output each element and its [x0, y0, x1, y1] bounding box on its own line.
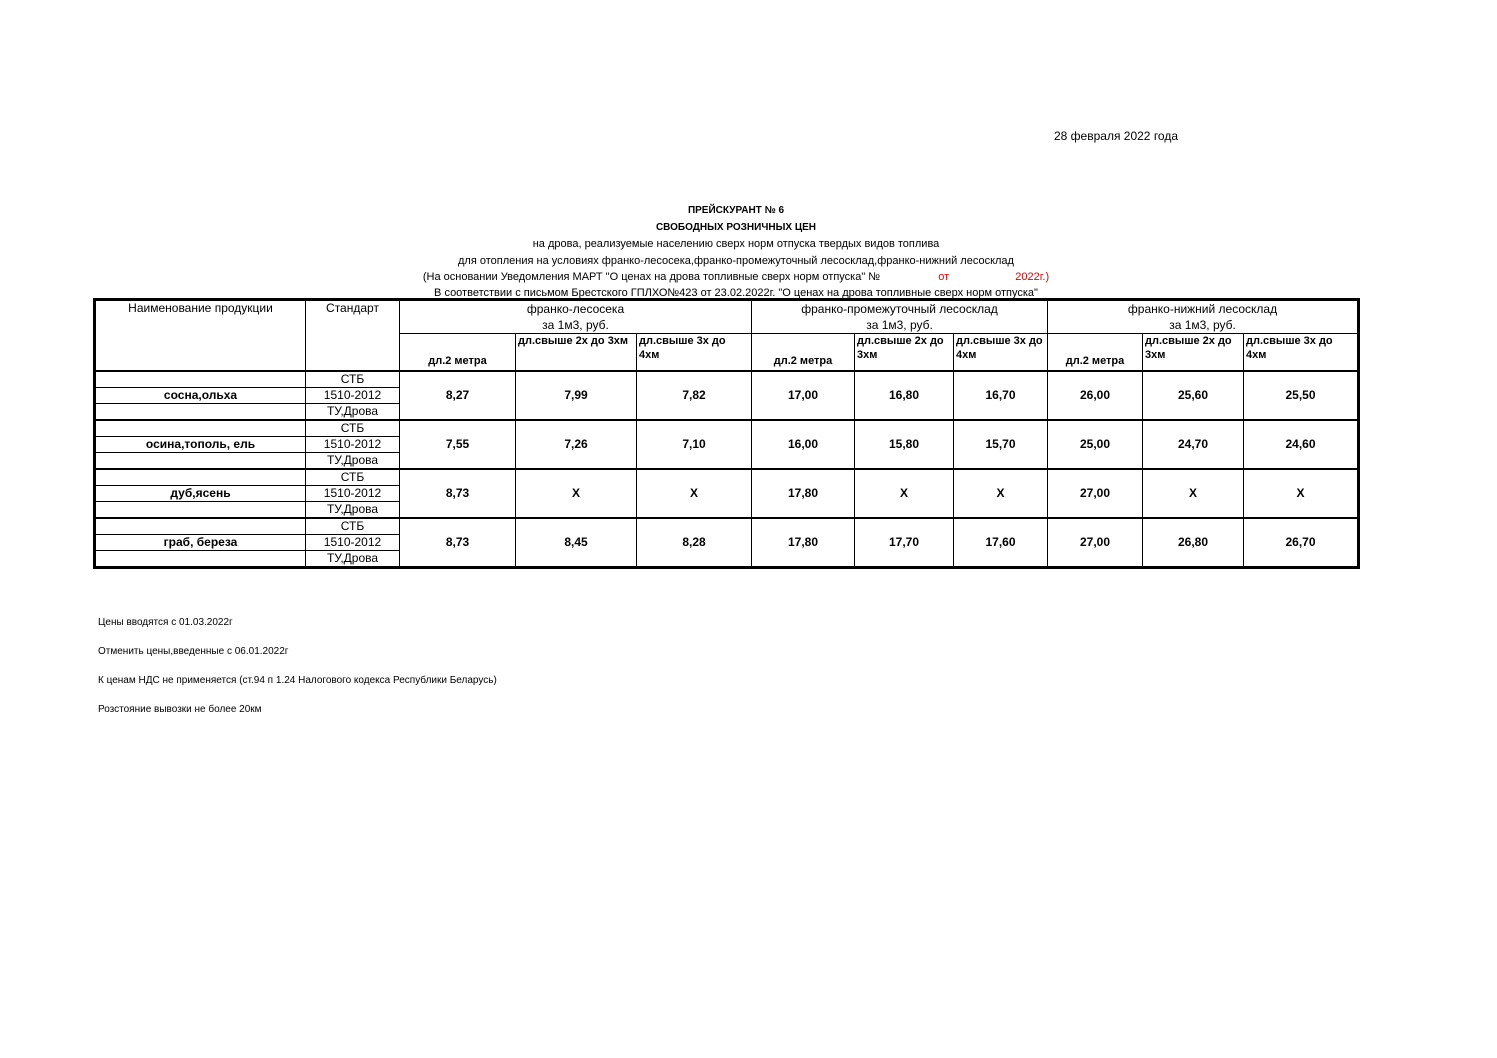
group-unit: за 1м3, руб.: [866, 318, 933, 332]
price-cell: 16,80: [855, 371, 954, 420]
standard-line: 1510-2012: [306, 486, 400, 502]
subheader-length-2m: дл.2 метра: [1048, 334, 1143, 372]
price-cell: 26,80: [1143, 518, 1244, 567]
price-cell: 7,26: [516, 420, 637, 469]
document-date: 28 февраля 2022 года: [1054, 129, 1179, 143]
header-line-3: на дрова, реализуемые населению сверх норм отпуска твердых видов топлива: [532, 238, 940, 250]
header-line-6: В соответствии с письмом Брестского ГПЛХО№423 от 23.02.2022г. "О ценах на дрова топливные сверх норм отпуска": [434, 287, 1038, 299]
price-cell: 7,10: [637, 420, 752, 469]
price-cell: X: [516, 469, 637, 518]
product-name: дуб,ясень: [96, 486, 306, 502]
price-cell: X: [1244, 469, 1358, 518]
standard-line: СТБ: [306, 469, 400, 486]
price-cell: 8,73: [400, 518, 516, 567]
product-name: осина,тополь, ель: [96, 437, 306, 453]
header-line-4: для отопления на условиях франко-лесосека,франко-промежуточный лесосклад,франко-нижний лесосклад: [458, 255, 1014, 267]
standard-line: 1510-2012: [306, 437, 400, 453]
price-cell: 17,80: [752, 469, 855, 518]
price-cell: 27,00: [1048, 469, 1143, 518]
subheader-length-3-4m: дл.свыше 3х до 4хм: [954, 334, 1048, 372]
column-header-standard: Стандарт: [306, 301, 400, 372]
product-name-spacer: [96, 469, 306, 486]
standard-line: 1510-2012: [306, 535, 400, 551]
price-cell: 26,70: [1244, 518, 1358, 567]
product-name-spacer: [96, 371, 306, 388]
price-cell: 24,70: [1143, 420, 1244, 469]
group-header-intermediate-yard: [752, 301, 1048, 334]
price-list-title: ПРЕЙСКУРАНТ № 6: [687, 205, 785, 216]
price-cell: 16,00: [752, 420, 855, 469]
table-row: [96, 518, 1358, 535]
column-header-product: Наименование продукции: [96, 301, 306, 372]
standard-line: ТУ,Дрова: [306, 551, 400, 567]
price-cell: 17,80: [752, 518, 855, 567]
price-cell: 8,28: [637, 518, 752, 567]
price-cell: 27,00: [1048, 518, 1143, 567]
subheader-length-2-3m: дл.свыше 2х до 3хм: [1143, 334, 1244, 372]
price-cell: 26,00: [1048, 371, 1143, 420]
price-cell: 7,55: [400, 420, 516, 469]
subheader-length-2-3m: дл.свыше 2х до 3хм: [516, 334, 637, 372]
table-row: [96, 469, 1358, 486]
group-title: франко-промежуточный лесосклад: [801, 302, 998, 316]
table-row: [96, 371, 1358, 388]
product-name-spacer: [96, 502, 306, 519]
price-table: [95, 300, 1358, 567]
product-name-spacer: [96, 404, 306, 421]
note-effective-date: Цены вводятся с 01.03.2022г: [98, 617, 233, 628]
table-row: [96, 420, 1358, 437]
product-name: сосна,ольха: [96, 388, 306, 404]
standard-line: СТБ: [306, 518, 400, 535]
standard-line: ТУ,Дрова: [306, 404, 400, 421]
price-cell: X: [637, 469, 752, 518]
product-name-spacer: [96, 518, 306, 535]
price-cell: 25,00: [1048, 420, 1143, 469]
price-cell: 17,60: [954, 518, 1048, 567]
group-header-lower-yard: [1048, 301, 1358, 334]
subheader-length-3-4m: дл.свыше 3х до 4хм: [1244, 334, 1358, 372]
header-line-5: [296, 270, 1176, 284]
product-name-spacer: [96, 420, 306, 437]
group-title: франко-лесосека: [526, 302, 625, 316]
price-cell: 8,27: [400, 371, 516, 420]
standard-line: СТБ: [306, 420, 400, 437]
note-distance: Розстояние вывозки не более 20км: [98, 704, 262, 715]
price-list-subtitle: СВОБОДНЫХ РОЗНИЧНЫХ ЦЕН: [655, 222, 817, 233]
header-line-5-year: 2022г.): [1015, 271, 1050, 283]
subheader-length-3-4m: дл.свыше 3х до 4хм: [637, 334, 752, 372]
price-cell: 25,50: [1244, 371, 1358, 420]
price-cell: 24,60: [1244, 420, 1358, 469]
price-cell: 25,60: [1143, 371, 1244, 420]
header-line-5-from: от: [938, 271, 950, 283]
price-cell: X: [954, 469, 1048, 518]
price-cell: 8,73: [400, 469, 516, 518]
price-cell: 15,70: [954, 420, 1048, 469]
group-header-forest-site: [400, 301, 752, 334]
price-cell: 15,80: [855, 420, 954, 469]
subheader-length-2m: дл.2 метра: [400, 334, 516, 372]
header-line-5-basis: (На основании Уведомления МАРТ "О ценах на дрова топливные сверх норм отпуска" №: [422, 271, 881, 283]
price-cell: 8,45: [516, 518, 637, 567]
price-cell: 7,82: [637, 371, 752, 420]
group-title: франко-нижний лесосклад: [1127, 302, 1278, 316]
subheader-length-2m: дл.2 метра: [752, 334, 855, 372]
price-cell: X: [1143, 469, 1244, 518]
group-unit: за 1м3, руб.: [1169, 318, 1236, 332]
product-name: граб, береза: [96, 535, 306, 551]
price-cell: 17,00: [752, 371, 855, 420]
standard-line: ТУ,Дрова: [306, 502, 400, 519]
note-vat: К ценам НДС не применяется (ст.94 п 1.24 Налогового кодекса Республики Беларусь): [98, 675, 497, 686]
price-cell: 17,70: [855, 518, 954, 567]
product-name-spacer: [96, 453, 306, 470]
note-cancel-prices: Отменить цены,введенные с 06.01.2022г: [98, 646, 289, 657]
price-cell: X: [855, 469, 954, 518]
standard-line: ТУ,Дрова: [306, 453, 400, 470]
subheader-length-2-3m: дл.свыше 2х до 3хм: [855, 334, 954, 372]
group-unit: за 1м3, руб.: [542, 318, 609, 332]
price-cell: 16,70: [954, 371, 1048, 420]
price-cell: 7,99: [516, 371, 637, 420]
standard-line: 1510-2012: [306, 388, 400, 404]
product-name-spacer: [96, 551, 306, 567]
standard-line: СТБ: [306, 371, 400, 388]
